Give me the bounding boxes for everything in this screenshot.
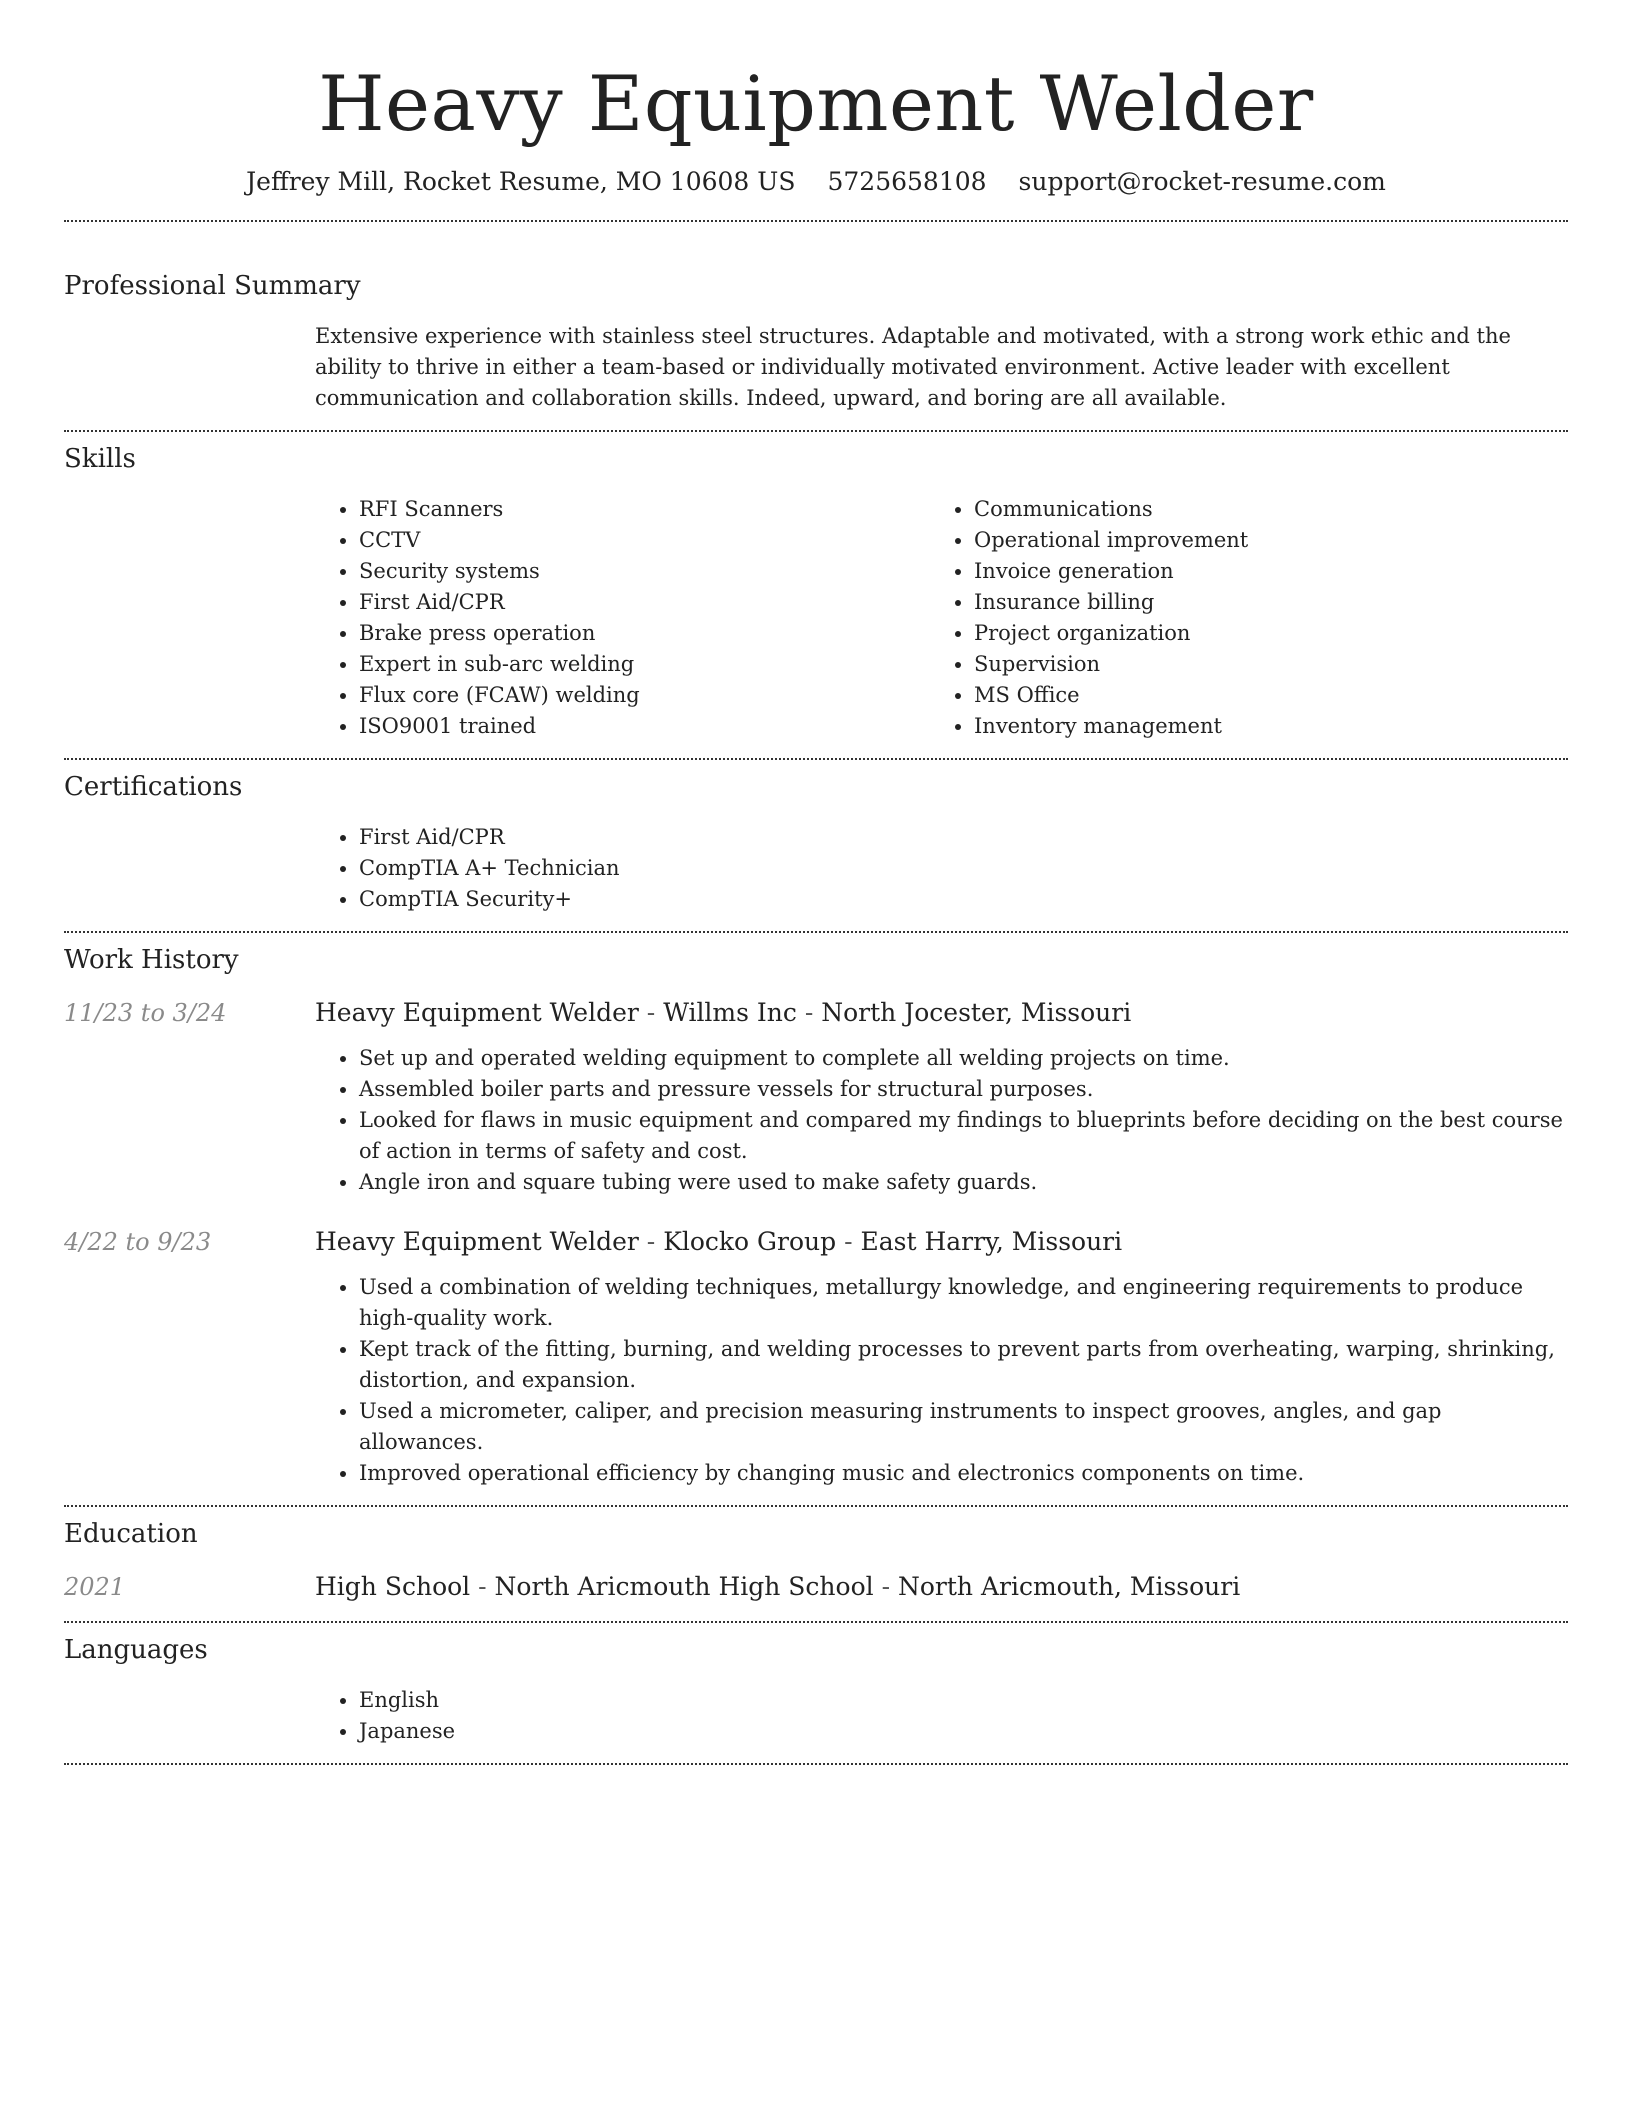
list-item: • Supervision <box>974 649 1545 680</box>
job-bullets-wrap <box>315 1272 1568 1489</box>
contact-phone: 5725658108 <box>827 167 987 196</box>
list-item: • Insurance billing <box>974 587 1545 618</box>
education-school: North Aricmouth High School <box>494 1572 874 1601</box>
list-item: • Communications <box>974 494 1545 525</box>
list-item: • Project organization <box>974 618 1545 649</box>
list-item: • Inventory management <box>974 711 1545 742</box>
job-company: Klocko Group <box>663 1227 837 1256</box>
section-divider <box>64 931 1568 933</box>
list-item: • CCTV <box>359 525 930 556</box>
list-item: • Used a micrometer, caliper, and precision measuring instruments to inspect grooves, angles, and gap allowances. <box>359 1396 1568 1458</box>
languages-heading: Languages <box>64 1635 208 1665</box>
job-dates: 4/22 to 9/23 <box>64 1228 212 1256</box>
list-item: • Looked for flaws in music equipment and compared my findings to blueprints before deciding on the best course of action in terms of safety and cost. <box>359 1105 1568 1167</box>
education-location: North Aricmouth, Missouri <box>897 1572 1241 1601</box>
resume-page <box>64 0 1568 1765</box>
section-divider <box>64 220 1568 222</box>
contact-line <box>64 164 1568 200</box>
contact-email: support@rocket-resume.com <box>1018 167 1386 196</box>
list-item: • English <box>359 1685 1568 1716</box>
job-header <box>64 1224 1568 1260</box>
list-item: • Assembled boiler parts and pressure vessels for structural purposes. <box>359 1074 1568 1105</box>
section-divider <box>64 1763 1568 1765</box>
job-dates: 11/23 to 3/24 <box>64 999 227 1027</box>
job-role: Heavy Equipment Welder <box>315 1227 639 1256</box>
skills-grid <box>315 494 1568 742</box>
list-item: • Invoice generation <box>974 556 1545 587</box>
summary-text: Extensive experience with stainless steel structures. Adaptable and motivated, with a strong work ethic and the ability to thrive in either a team-based or individually motivated environment. Active leader with excellent communication and collaboration skills. Indeed, upward, and boring are all available. <box>315 324 1511 410</box>
education-entry <box>64 1569 1568 1605</box>
list-item: • MS Office <box>974 680 1545 711</box>
education-separator: - <box>470 1572 495 1601</box>
summary-heading: Professional Summary <box>64 271 361 301</box>
job-bullets <box>315 1043 1568 1198</box>
section-divider <box>64 430 1568 432</box>
list-item: • CompTIA A+ Technician <box>359 853 1568 884</box>
list-item: • CompTIA Security+ <box>359 884 1568 915</box>
list-item: • First Aid/CPR <box>359 587 930 618</box>
list-item: • Brake press operation <box>359 618 930 649</box>
list-item: • Kept track of the fitting, burning, and welding processes to prevent parts from overheating, warping, shrinking, distortion, and expansion. <box>359 1334 1568 1396</box>
job-separator: - <box>796 998 822 1027</box>
job-bullets <box>315 1272 1568 1489</box>
languages-list-wrap <box>315 1685 1568 1747</box>
job-separator: - <box>638 1227 664 1256</box>
education-title <box>315 1569 1240 1605</box>
job-location: North Jocester, Missouri <box>821 998 1132 1027</box>
languages-list <box>315 1685 1568 1747</box>
skills-list-left <box>315 494 930 742</box>
job-separator: - <box>638 998 664 1027</box>
contact-address: Jeffrey Mill, Rocket Resume, MO 10608 US <box>246 167 796 196</box>
job-header <box>64 995 1568 1031</box>
section-divider <box>64 1621 1568 1623</box>
education-degree: High School <box>315 1572 471 1601</box>
list-item: • RFI Scanners <box>359 494 930 525</box>
list-item: • Security systems <box>359 556 930 587</box>
job-separator: - <box>836 1227 861 1256</box>
job-title <box>315 995 1131 1031</box>
list-item: • Flux core (FCAW) welding <box>359 680 930 711</box>
certifications-list-wrap <box>315 822 1568 915</box>
job-company: Willms Inc <box>663 998 797 1027</box>
education-separator: - <box>873 1572 898 1601</box>
job-location: East Harry, Missouri <box>860 1227 1123 1256</box>
education-heading: Education <box>64 1519 198 1549</box>
list-item: • Japanese <box>359 1716 1568 1747</box>
list-item: • Improved operational efficiency by changing music and electronics components on time. <box>359 1458 1568 1489</box>
job-role: Heavy Equipment Welder <box>315 998 639 1027</box>
skills-heading: Skills <box>64 444 136 474</box>
work-history-heading: Work History <box>64 945 239 975</box>
list-item: • Set up and operated welding equipment to complete all welding projects on time. <box>359 1043 1568 1074</box>
resume-title: Heavy Equipment Welder <box>318 59 1314 148</box>
education-year: 2021 <box>64 1573 126 1601</box>
list-item: • First Aid/CPR <box>359 822 1568 853</box>
section-divider <box>64 758 1568 760</box>
list-item: • Expert in sub-arc welding <box>359 649 930 680</box>
certifications-heading: Certifications <box>64 772 243 802</box>
list-item: • Angle iron and square tubing were used to make safety guards. <box>359 1167 1568 1198</box>
certifications-list <box>315 822 1568 915</box>
skills-list-right <box>930 494 1545 742</box>
list-item: • Operational improvement <box>974 525 1545 556</box>
section-divider <box>64 1505 1568 1507</box>
list-item: • Used a combination of welding techniques, metallurgy knowledge, and engineering requirements to produce high-quality work. <box>359 1272 1568 1334</box>
job-title <box>315 1224 1122 1260</box>
list-item: • ISO9001 trained <box>359 711 930 742</box>
job-bullets-wrap <box>315 1043 1568 1198</box>
